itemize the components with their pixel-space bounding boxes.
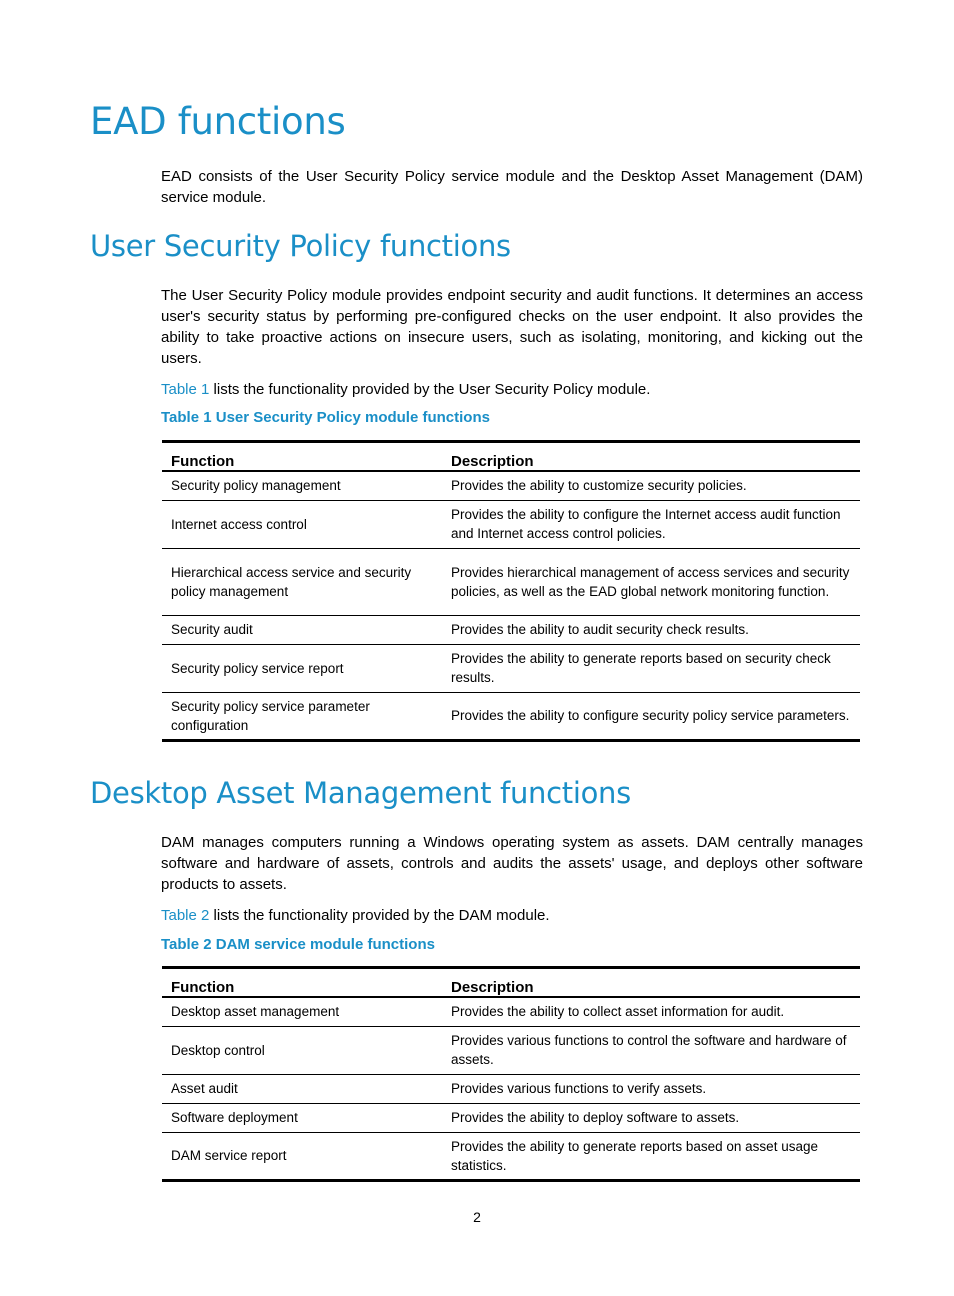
- column-header-function: Function: [162, 442, 442, 472]
- section2-table-reference: [161, 905, 863, 926]
- table-header-row: [162, 442, 860, 472]
- section1-table-reference: [161, 379, 863, 400]
- section-heading-desktop-asset-management: Desktop Asset Management functions: [90, 776, 631, 810]
- table-row: [162, 471, 860, 500]
- section2-paragraph: DAM manages computers running a Windows operating system as assets. DAM centrally manages software and hardware of assets, controls and audits the assets' usage, and deploys other software products to assets.: [161, 834, 863, 893]
- table1-link[interactable]: Table 1: [161, 381, 210, 398]
- column-header-description: Description: [442, 442, 860, 472]
- table-row: [162, 1026, 860, 1074]
- column-header-function: Function: [162, 968, 442, 998]
- section1-paragraph: The User Security Policy module provides endpoint security and audit functions. It determines an access user's security status by performing pre-configured checks on the user endpoint. It also provides the ability to take proactive actions on insecure users, such as isolating, monitoring, and kicking out the users.: [161, 287, 863, 367]
- table-header-row: [162, 968, 860, 998]
- intro-paragraph: EAD consists of the User Security Policy service module and the Desktop Asset Management (DAM) service module.: [161, 168, 863, 206]
- function-cell: Security audit: [162, 615, 442, 644]
- page-number: 2: [473, 1209, 481, 1225]
- table-row: [162, 548, 860, 615]
- function-cell: Asset audit: [162, 1074, 442, 1103]
- table-row: [162, 500, 860, 548]
- table-row: [162, 644, 860, 692]
- function-cell: Software deployment: [162, 1103, 442, 1132]
- table-row: [162, 1074, 860, 1103]
- description-cell: Provides the ability to customize security policies.: [442, 471, 860, 500]
- description-cell: Provides various functions to control the software and hardware of assets.: [442, 1026, 860, 1074]
- page-title: EAD functions: [90, 100, 346, 143]
- table-row: [162, 692, 860, 740]
- table2-link[interactable]: Table 2: [161, 907, 210, 924]
- function-cell: Desktop asset management: [162, 997, 442, 1026]
- table1-caption: Table 1 User Security Policy module functions: [161, 409, 490, 426]
- function-cell: Internet access control: [162, 500, 442, 548]
- table-row: [162, 615, 860, 644]
- section-heading-user-security-policy: User Security Policy functions: [90, 229, 511, 263]
- function-cell: DAM service report: [171, 1148, 287, 1163]
- table1: [162, 440, 860, 742]
- function-cell: Desktop control: [162, 1026, 442, 1074]
- description-cell: Provides the ability to audit security check results.: [442, 615, 860, 644]
- description-cell: Provides the ability to generate reports based on security check results.: [442, 644, 860, 692]
- table1-reference-text: lists the functionality provided by the User Security Policy module.: [209, 381, 651, 398]
- table-row: [162, 1132, 860, 1180]
- function-cell: Security policy service parameter configuration: [171, 698, 370, 733]
- table-row: [162, 1103, 860, 1132]
- description-cell: Provides the ability to collect asset information for audit.: [442, 997, 860, 1026]
- description-cell: Provides the ability to configure security policy service parameters.: [451, 708, 850, 723]
- table2-caption: Table 2 DAM service module functions: [161, 936, 435, 953]
- description-cell: Provides various functions to verify assets.: [442, 1074, 860, 1103]
- description-cell: Provides the ability to generate reports based on asset usage statistics.: [451, 1138, 818, 1173]
- description-cell: Provides the ability to deploy software to assets.: [442, 1103, 860, 1132]
- column-header-description: Description: [442, 968, 860, 998]
- table2-reference-text: lists the functionality provided by the DAM module.: [209, 907, 550, 924]
- table-row: [162, 997, 860, 1026]
- function-cell: Security policy service report: [162, 644, 442, 692]
- table2: [162, 966, 860, 1182]
- description-cell: Provides hierarchical management of access services and security policies, as well as the EAD global network monitoring function.: [442, 548, 860, 615]
- description-cell: Provides the ability to configure the Internet access audit function and Internet access control policies.: [442, 500, 860, 548]
- function-cell: Hierarchical access service and security policy management: [162, 548, 442, 615]
- function-cell: Security policy management: [162, 471, 442, 500]
